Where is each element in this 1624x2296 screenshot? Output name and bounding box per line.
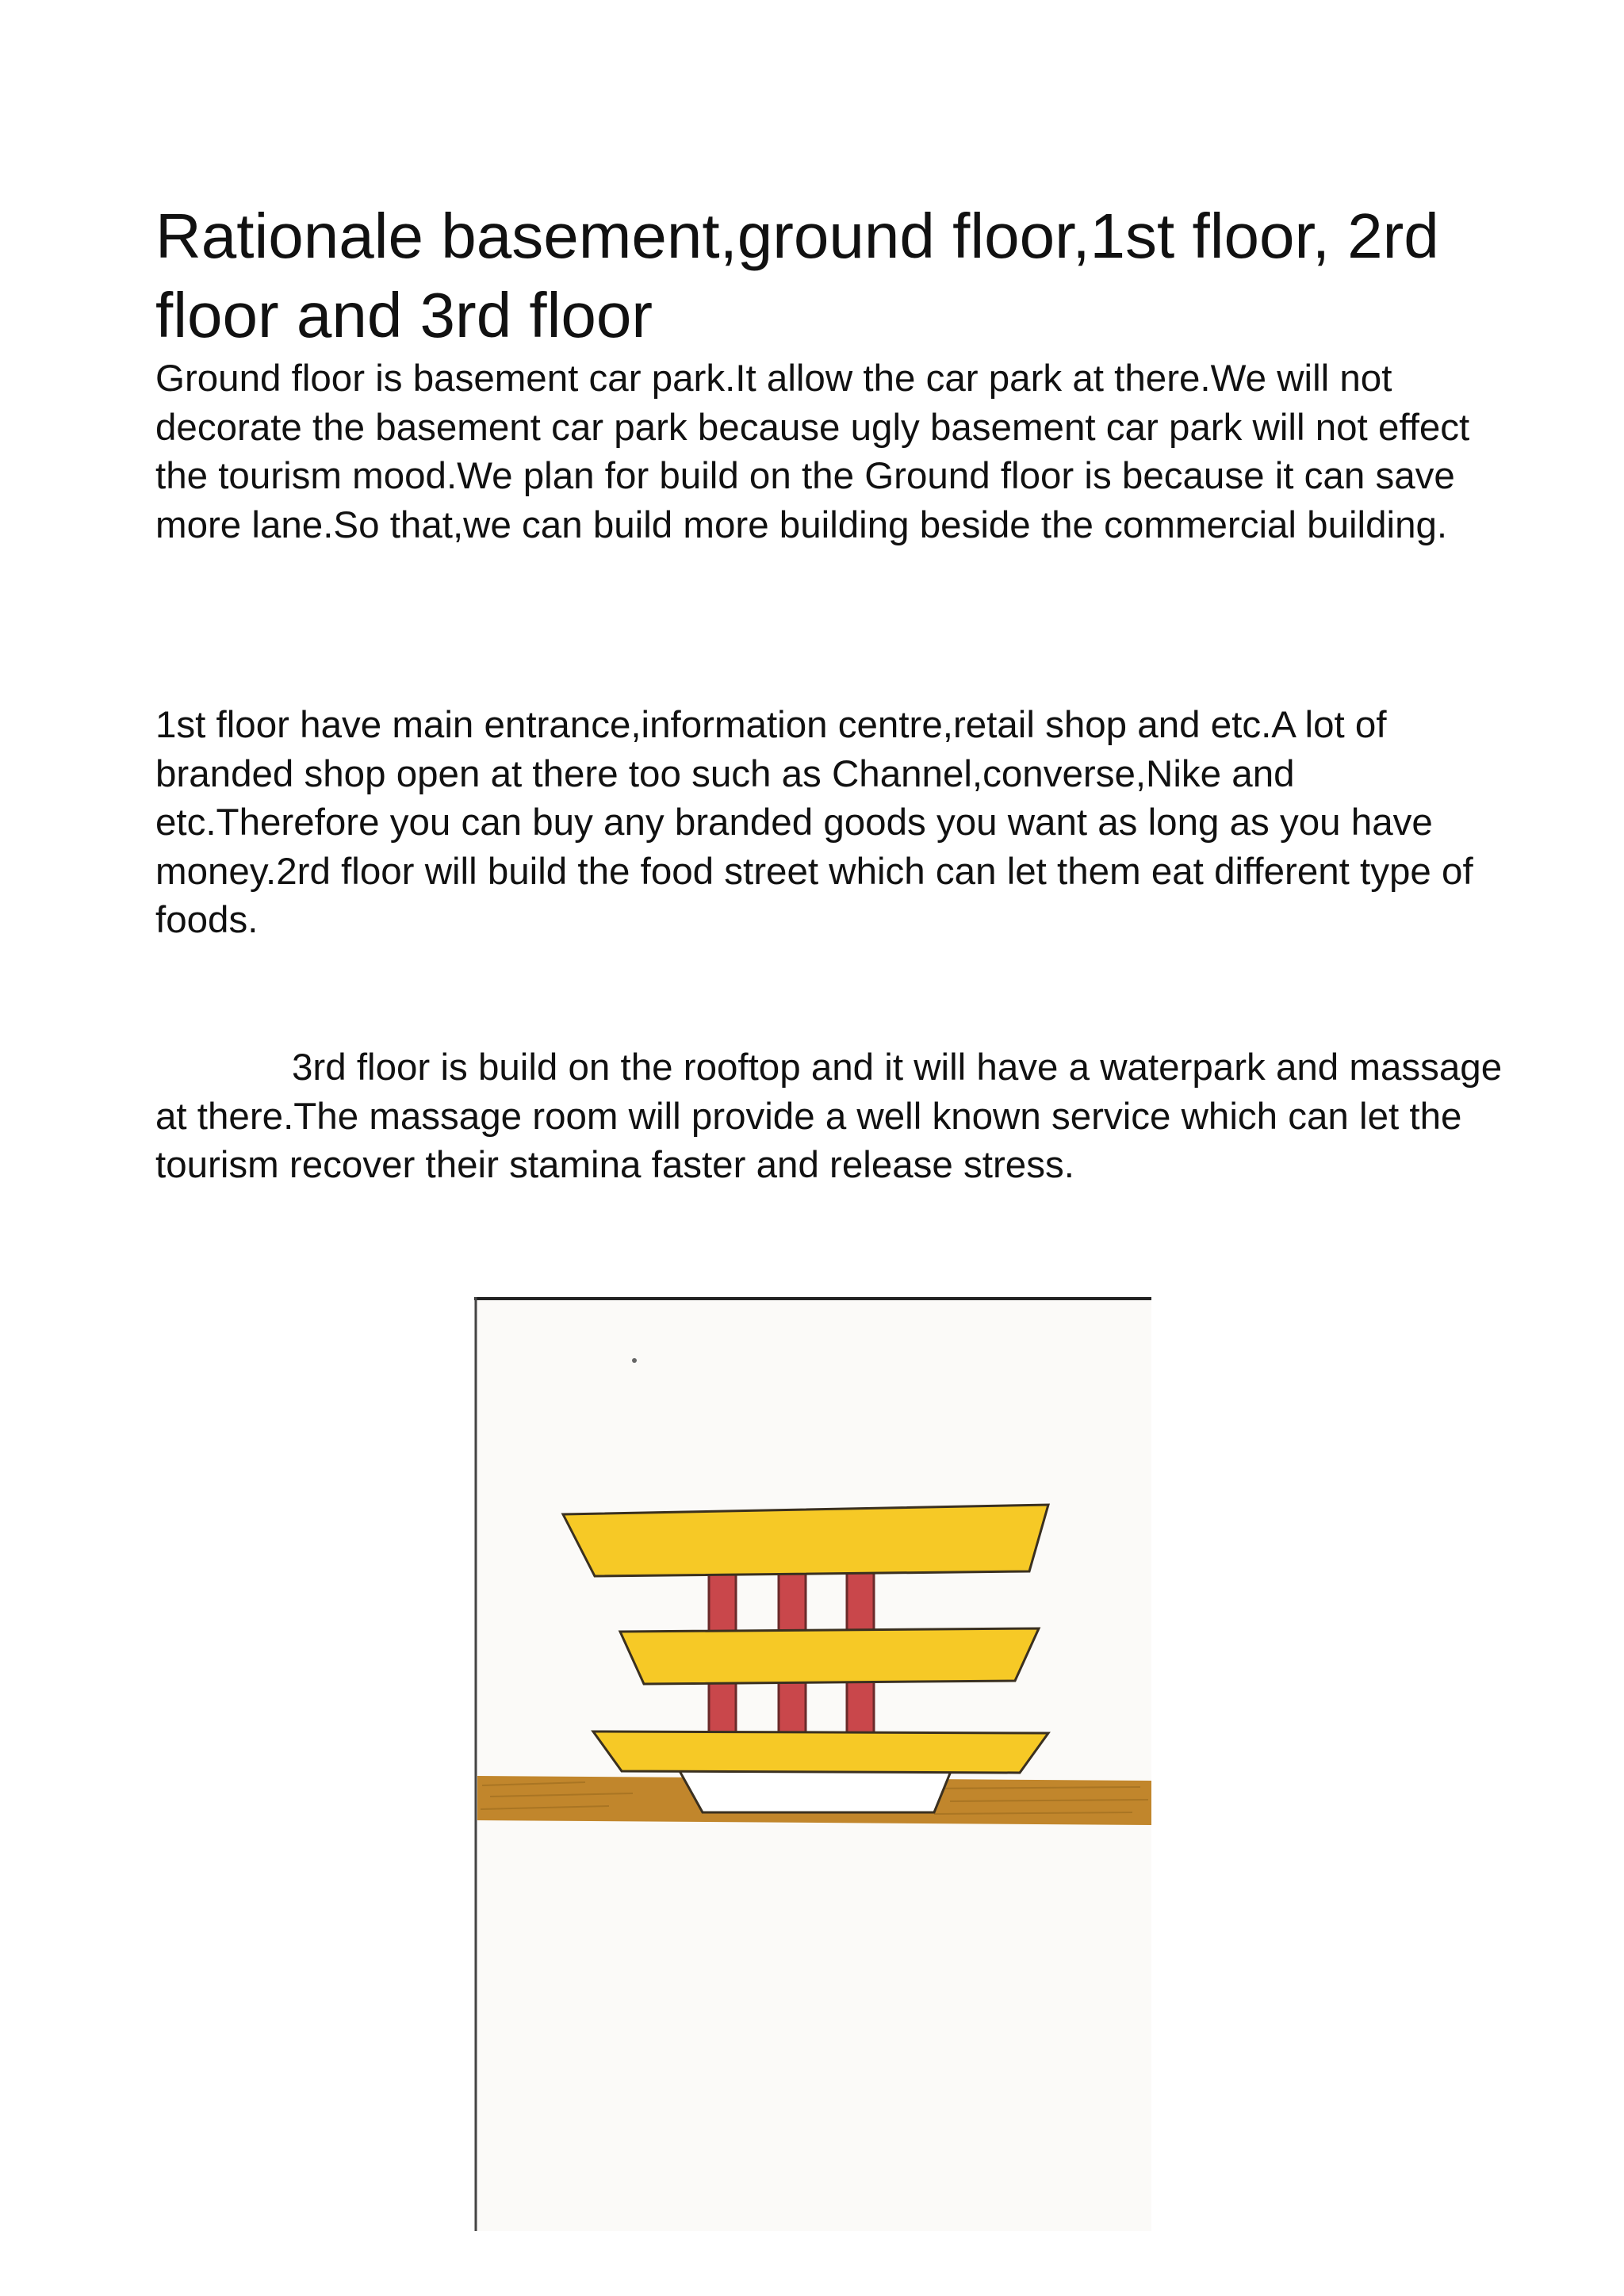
sketch-floor-top	[563, 1505, 1048, 1576]
paragraph-ground-floor: Ground floor is basement car park.It allow the car park at there.We will not decorate the basement car park because ugly basement car park will not effect the tourism mood.We plan for build on the Ground floor is because it can save more lane.So that,we can build more building beside the commercial building.	[155, 358, 1470, 546]
sketch-pencil-dot	[632, 1358, 637, 1363]
sketch-floor-middle	[620, 1628, 1039, 1684]
sketch-basement	[679, 1770, 952, 1812]
paragraph-first-second-floor: 1st floor have main entrance,information centre,retail shop and etc.A lot of branded shop open at there too such as Channel,converse,Nike and etc.Therefore you can buy any branded goods you want as long as you have money.2rd floor will build the food street which can let them eat different type of foods.	[155, 704, 1473, 941]
page-title: Rationale basement,ground floor,1st floor, 2rd floor and 3rd floor	[155, 201, 1439, 350]
building-sketch	[474, 1297, 1151, 2231]
paragraph-third-floor: 3rd floor is build on the rooftop and it will have a waterpark and massage at there.The massage room will provide a well known service which can let the tourism recover their stamina faster and release stress.	[155, 1047, 1503, 1186]
sketch-floor-bottom	[593, 1732, 1048, 1773]
building-sketch-svg	[474, 1297, 1151, 2231]
